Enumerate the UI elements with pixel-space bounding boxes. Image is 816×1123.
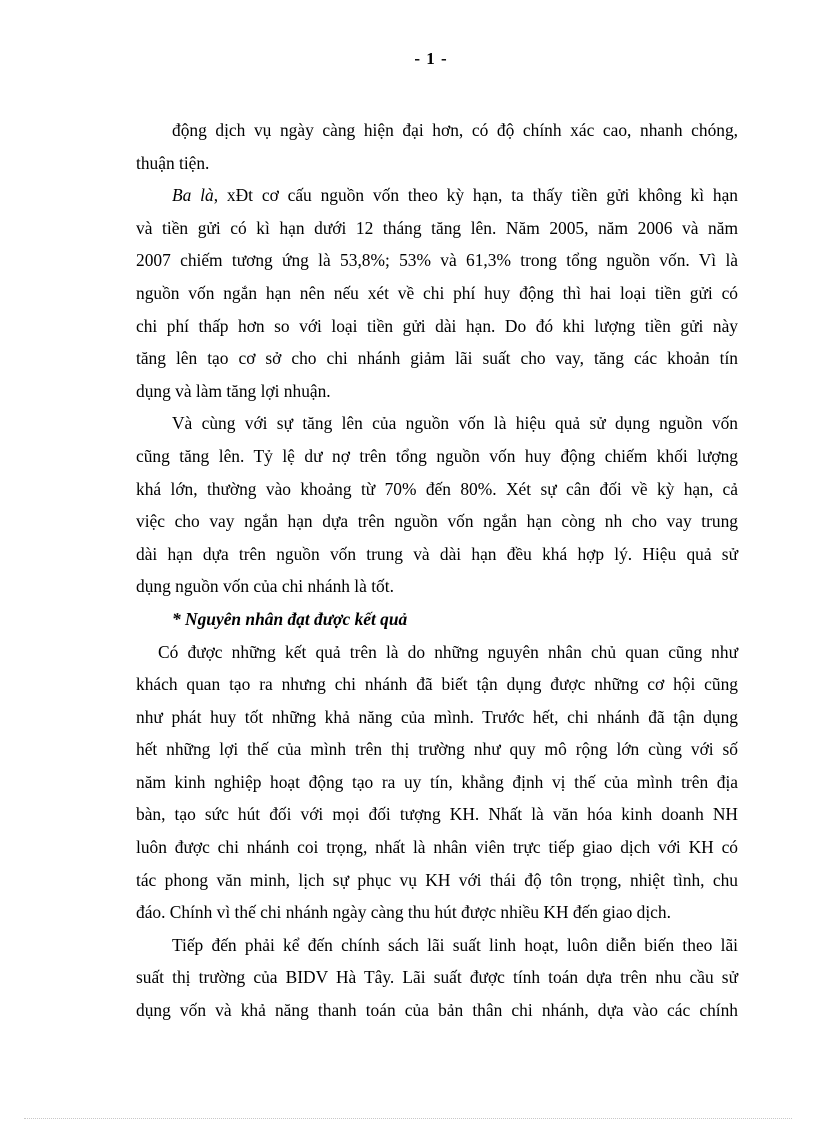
paragraph-4 xyxy=(136,636,738,929)
paragraph-5 xyxy=(136,929,738,1027)
text-line: luôn được chi nhánh coi trọng, nhất là nhân viên trực tiếp giao dịch với KH có xyxy=(136,837,738,858)
paragraph-3 xyxy=(136,407,738,603)
text-line: khá lớn, thường vào khoảng từ 70% đến 80%. Xét sự cân đối về kỳ hạn, cả xyxy=(136,478,738,499)
text-line: suất thị trường của BIDV Hà Tây. Lãi suất được tính toán dựa trên nhu cầu sử xyxy=(136,967,738,988)
page-bottom-divider xyxy=(24,1118,792,1119)
paragraph-lead: Ba là xyxy=(172,185,214,206)
text-line: dụng vốn và khả năng thanh toán của bản thân chi nhánh, dựa vào các chính xyxy=(136,1000,738,1021)
text-line: đáo. Chính vì thế chi nhánh ngày càng thu hút được nhiều KH đến giao dịch. xyxy=(136,902,671,923)
text-line: cũng tăng lên. Tỷ lệ dư nợ trên tổng nguồn vốn huy động chiếm khối lượng xyxy=(136,445,738,466)
document-body xyxy=(136,114,738,1027)
text-line: tăng lên tạo cơ sở cho chi nhánh giảm lãi suất cho vay, tăng các khoản tín xyxy=(136,348,738,369)
text-line: chi phí thấp hơn so với loại tiền gửi dài hạn. Do đó khi lượng tiền gửi này xyxy=(136,315,738,336)
text-line: động dịch vụ ngày càng hiện đại hơn, có độ chính xác cao, nhanh chóng, xyxy=(172,120,738,140)
text-line: hết những lợi thế của mình trên thị trường như quy mô rộng lớn cùng với số xyxy=(136,739,738,760)
page-number: - 1 - xyxy=(414,49,448,68)
paragraph-2 xyxy=(136,179,738,407)
text-line: tác phong văn minh, lịch sự phục vụ KH với thái độ tôn trọng, nhiệt tình, chu xyxy=(136,869,738,890)
text-line: việc cho vay ngắn hạn dựa trên nguồn vốn ngắn hạn còng nh cho vay trung xyxy=(136,511,738,532)
text-line: dụng nguồn vốn của chi nhánh là tốt. xyxy=(136,576,394,597)
text-line: dụng và làm tăng lợi nhuận. xyxy=(136,380,331,401)
text-line: năm kinh nghiệp hoạt động tạo ra uy tín, khẳng định vị thế của mình trên địa xyxy=(136,771,738,792)
paragraph-1 xyxy=(136,114,738,179)
text-line: Có được những kết quả trên là do những nguyên nhân chủ quan cũng như xyxy=(158,641,738,662)
text-line: thuận tiện. xyxy=(136,152,210,173)
text-line: khách quan tạo ra nhưng chi nhánh đã biết tận dụng được những cơ hội cũng xyxy=(136,674,738,695)
text-line: dài hạn dựa trên nguồn vốn trung và dài hạn đều khá hợp lý. Hiệu quả sử xyxy=(136,543,738,564)
text-line: 2007 chiếm tương ứng là 53,8%; 53% và 61,3% trong tổng nguồn vốn. Vì là xyxy=(136,250,738,271)
text-line: bàn, tạo sức hút đối với mọi đối tượng KH. Nhất là văn hóa kinh doanh NH xyxy=(136,804,738,825)
text-line: như phát huy tốt những khả năng của mình. Trước hết, chi nhánh đã tận dụng xyxy=(136,706,738,727)
text-line: và tiền gửi có kì hạn dưới 12 tháng tăng lên. Năm 2005, năm 2006 và năm xyxy=(136,217,738,238)
text-line xyxy=(136,179,738,212)
section-heading: * Nguyên nhân đạt được kết quả xyxy=(172,608,408,629)
text-line: Tiếp đến phải kể đến chính sách lãi suất linh hoạt, luôn diễn biến theo lãi xyxy=(172,934,738,955)
text-run: , xĐt cơ cấu nguồn vốn theo kỳ hạn, ta thấy tiền gửi không kì hạn xyxy=(213,185,738,206)
text-line: nguồn vốn ngắn hạn nên nếu xét về chi phí huy động thì hai loại tiền gửi có xyxy=(136,282,738,303)
text-line: Và cùng với sự tăng lên của nguồn vốn là hiệu quả sử dụng nguồn vốn xyxy=(172,413,738,434)
